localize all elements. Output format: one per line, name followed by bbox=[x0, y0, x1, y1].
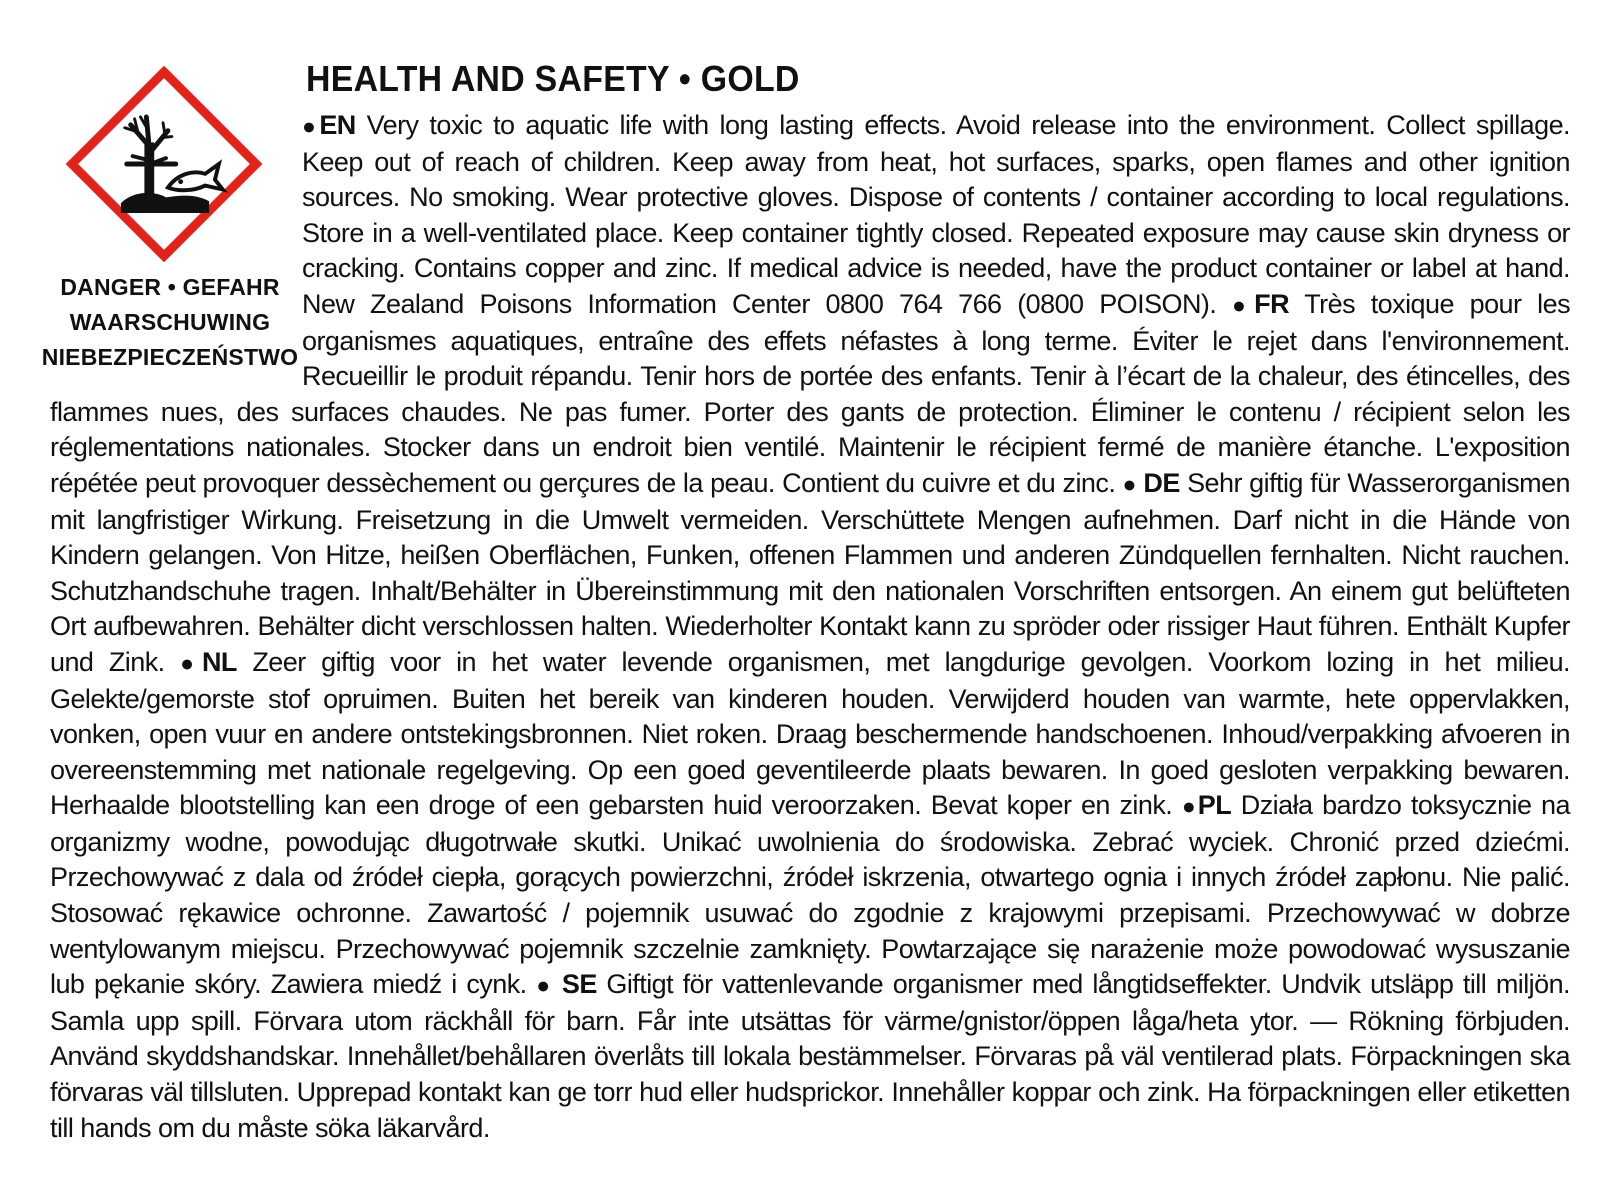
bullet-icon: ● bbox=[536, 972, 553, 999]
language-code-en: EN bbox=[319, 110, 356, 140]
signal-word-waarschuwing: WAARSCHUWING bbox=[69, 309, 271, 335]
language-code-pl: PL bbox=[1197, 790, 1232, 821]
signal-word-danger-gefahr: DANGER • GEFAHR bbox=[60, 274, 280, 300]
bullet-icon: ● bbox=[302, 113, 320, 139]
bullet-icon: ● bbox=[1232, 291, 1255, 318]
section-text-se: Giftigt för vattenlevande organismer med långtidseffekter. Undvik utsläpp till miljön. Samla upp spill. Förvara utom räckhåll för barn. Får inte utsättas för värme/gnistor/öppen låga/heta ytor. — Rökning förbjuden. Använd skyddshandskar. Innehållet/behållaren överlåts till lokala bestämmelser. Förvaras på väl ventilerad plats. Förpackningen ska förvaras väl tillsluten. Upprepad kontakt kan ge torr hud eller hudsprickor. Innehåller koppar och zink. Ha förpackningen eller etiketten till hands om du måste söka läkarvård. bbox=[50, 969, 1570, 1143]
language-code-de: DE bbox=[1143, 467, 1180, 498]
section-text-en: Very toxic to aquatic life with long lasting effects. Avoid release into the environment. Collect spillage. Keep out of reach of children. Keep away from heat, hot surfaces, sparks, open flames and other ignition sources. No smoking. Wear protective gloves. Dispose of contents / container according to local regulations. Store in a well-ventilated place. Keep container tightly closed. Repeated exposure may cause skin dryness or cracking. Contains copper and zinc. If medical advice is needed, have the product container or label at hand. New Zealand Poisons Information Center 0800 764 766 (0800 POISON). bbox=[302, 110, 1570, 319]
page-title: HEALTH AND SAFETY • GOLD bbox=[306, 58, 800, 99]
bullet-icon: ● bbox=[1122, 470, 1137, 497]
bullet-icon: ● bbox=[180, 649, 202, 676]
signal-word-niebezpieczenstwo: NIEBEZPIECZEŃSTWO bbox=[41, 344, 299, 370]
section-text-fr: Très toxique pour les organismes aquatiques, entraîne des effets néfastes à long terme. Éviter le rejet dans l'environnement. Recueillir le produit répandu. Tenir hors de portée des enfants. Tenir à l’écart de la chaleur, des étincelles, des flammes nues, des surfaces chaudes. Ne pas fumer. Porter des gants de protection. Éliminer le contenu / récipient selon les réglementations nationales. Stocker dans un endroit bien ventilé. Maintenir le récipient fermé de manière étanche. L'exposition répétée peut provoquer dessèchement ou gerçures de la peau. Contient du cuivre et du zinc. bbox=[50, 288, 1571, 498]
language-code-fr: FR bbox=[1254, 288, 1290, 319]
bullet-icon: ● bbox=[1181, 793, 1198, 820]
section-text-nl: Zeer giftig voor in het water levende organismen, met langdurige gevolgen. Voorkom lozing in het milieu. Gelekte/gemorste stof opruimen. Buiten het bereik van kinderen houden. Verwijderd houden van warmte, hete oppervlakken, vonken, open vuur en andere ontstekingsbronnen. Niet roken. Draag beschermende handschoenen. Inhoud/verpakking afvoeren in overeenstemming met nationale regelgeving. Op een goed geventileerde plaats bewaren. In goed gesloten verpakking bewaren. Herhaalde blootstelling kan een droge of een gebarsten huid veroorzaken. Bevat koper en zink. bbox=[50, 646, 1571, 821]
pictogram-spacer bbox=[50, 108, 302, 393]
section-en bbox=[302, 110, 1570, 319]
section-text-pl: Działa bardzo toksycznie na organizmy wodne, powodując długotrwałe skutki. Unikać uwolnienia do środowiska. Zebrać wyciek. Chronić przed dziećmi. Przechowywać z dala od źródeł ciepła, gorących powierzchni, źródeł iskrzenia, otwartego ognia i innych źródeł zapłonu. Nie palić. Stosować rękawice ochronne. Zawartość / pojemnik usuwać do zgodnie z krajowymi przepisami. Przechowywać w dobrze wentylowanym miejscu. Przechowywać pojemnik szczelnie zamknięty. Powtarzające się narażenie może powodować wysuszanie lub pękanie skóry. Zawiera miedź i cynk. bbox=[50, 790, 1570, 1000]
language-code-se: SE bbox=[561, 969, 597, 1000]
section-pl bbox=[50, 790, 1570, 999]
hazard-statements bbox=[50, 108, 1570, 1146]
section-text-de: Sehr giftig für Wasserorganismen mit langfristiger Wirkung. Freisetzung in die Umwelt vermeiden. Verschüttete Mengen aufnehmen. Darf nicht in die Hände von Kindern gelangen. Von Hitze, heißen Oberflächen, Funken, offenen Flammen und anderen Zündquellen fernhalten. Nicht rauchen. Schutzhandschuhe tragen. Inhalt/Behälter in Übereinstimmung mit den nationalen Vorschriften entsorgen. An einem gut belüfteten Ort aufbewahren. Behälter dicht verschlossen halten. Wiederholter Kontakt kann zu spröder oder rissiger Haut führen. Enthält Kupfer und Zink. bbox=[50, 467, 1571, 677]
language-code-nl: NL bbox=[201, 646, 237, 677]
section-de bbox=[50, 468, 1570, 677]
